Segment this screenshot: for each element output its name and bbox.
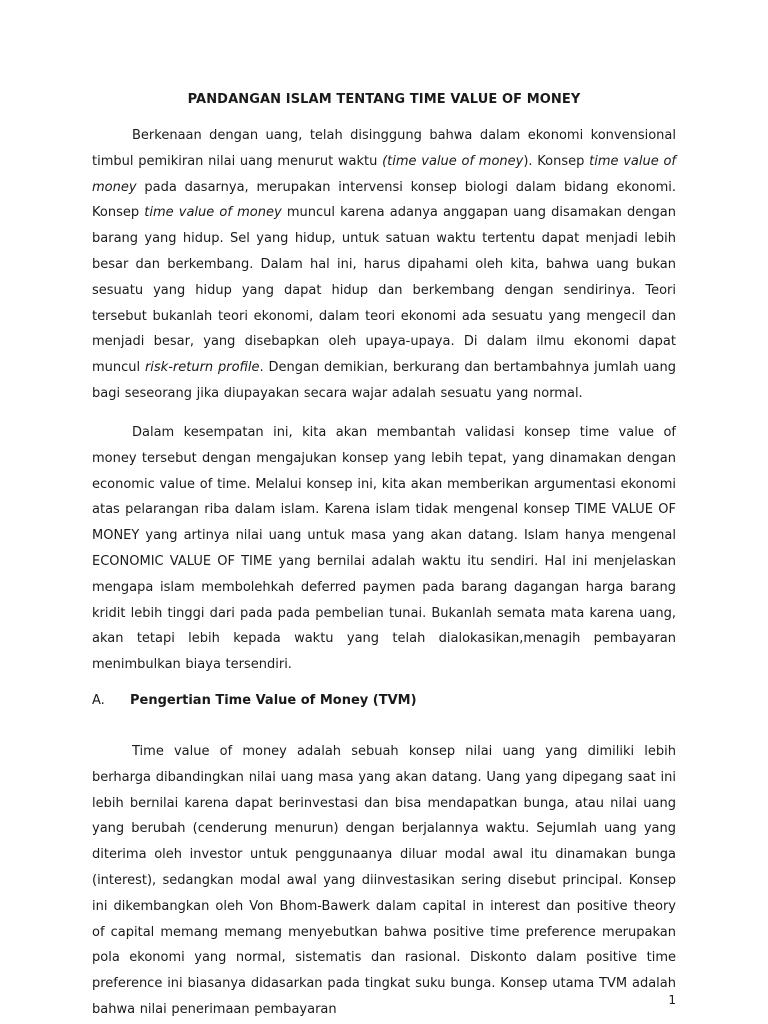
page-number: 1 bbox=[668, 993, 676, 1007]
paragraph-economic-value: Dalam kesempatan ini, kita akan membantah validasi konsep time value of money tersebut dengan mengajukan konsep yang lebih tepat, yang dinamakan dengan economic value of time. Melalui konsep ini, kita akan memberikan argumentasi ekonomi atas pelarangan riba dalam islam. Karena islam tidak mengenal konsep TIME VALUE OF MONEY yang artinya nilai uang untuk masa yang akan datang. Islam hanya mengenal ECONOMIC VALUE OF TIME yang bernilai adalah waktu itu sendiri. Hal ini menjelaskan mengapa islam membolehkah deferred paymen pada barang dagangan harga barang kridit lebih tinggi dari pada pada pembelian tunai. Bukanlah semata mata karena uang, akan tetapi lebih kepada waktu yang telah dialokasikan,menagih pembayaran menimbulkan biaya tersendiri. bbox=[92, 425, 676, 673]
section-letter: A. bbox=[92, 693, 105, 708]
italic-term: time value of money bbox=[144, 205, 282, 221]
text-run: ). Konsep bbox=[523, 153, 590, 169]
paragraph-tvm-definition: Time value of money adalah sebuah konsep nilai uang yang dimiliki lebih berharga dibandingkan nilai uang masa yang akan datang. Uang yang dipegang saat ini lebih bernilai karena dapat berinvestasi dan bisa mendapatkan bunga, atau nilai uang yang berubah (cenderung menurun) dengan berjalannya waktu. Sejumlah uang yang diterima oleh investor untuk penggunaanya diluar modal awal itu dinamakan bunga (interest), sedangkan modal awal yang diinvestasikan sering disebut principal. Konsep ini dikembangkan oleh Von Bhom-Bawerk dalam capital in interest dan positive theory of capital memang memang menyebutkan bahwa positive time preference merupakan pola ekonomi yang normal, sistematis dan rasional. Diskonto dalam positive time preference ini biasanya didasarkan pada tingkat suku bunga. Konsep utama TVM adalah bahwa nilai penerimaan pembayaran bbox=[92, 744, 676, 1017]
text-run: pada dasarnya, merupakan intervensi konsep biologi dalam bidang ekonomi. Konsep bbox=[92, 179, 676, 221]
paragraph-intro bbox=[92, 123, 676, 407]
text-run: muncul karena adanya anggapan uang disamakan dengan barang yang hidup. Sel yang hidup, untuk satuan waktu tertentu dapat menjadi lebih besar dan berkembang. Dalam hal ini, harus dipahami oleh kita, bahwa uang bukan sesuatu yang hidup yang dapat hidup dan berkembang dengan sendirinya. Teori tersebut bukanlah teori ekonomi, dalam teori ekonomi ada sesuatu yang mengecil dan menjadi besar, yang disebapkan oleh upaya-upaya. Di dalam ilmu ekonomi dapat muncul bbox=[92, 205, 676, 376]
document-title: PANDANGAN ISLAM TENTANG TIME VALUE OF MONEY bbox=[187, 92, 581, 107]
text-run: Berkenaan dengan uang, telah disinggung bahwa dalam ekonomi konvensional timbul pemikiran nilai uang menurut waktu bbox=[92, 128, 676, 169]
section-title: Pengertian Time Value of Money (TVM) bbox=[130, 693, 417, 708]
italic-term: (time value of money bbox=[382, 153, 524, 169]
italic-term: time value of money bbox=[92, 153, 676, 195]
section-heading-a bbox=[92, 693, 417, 708]
text-run: . Dengan demikian, berkurang dan bertambahnya jumlah uang bagi seseorang jika diupayakan secara wajar adalah sesuatu yang normal. bbox=[92, 360, 676, 401]
italic-term: risk-return profile bbox=[144, 360, 260, 376]
